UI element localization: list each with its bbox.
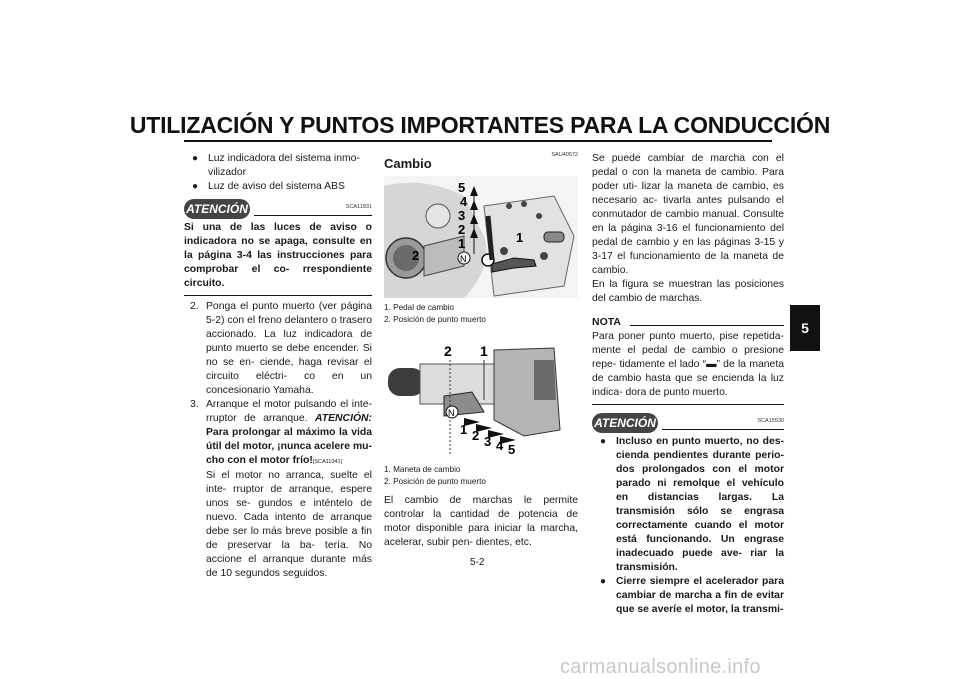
caution-end-rule bbox=[184, 295, 372, 296]
fig-label: 1 bbox=[458, 236, 466, 251]
fig-label: 5 bbox=[458, 180, 466, 195]
intro-text: Se puede cambiar de marcha con el pedal o con la maneta de cambio. Para poder uti- lizar la maneta de cambio, es necesario ac- tivarla antes pulsando el conmutador de cambio manual. Consulte en la página 3-16 el funcionamiento del pedal de cambio y en las páginas 3-15 y 3-17 el funcionamiento de la maneta de cambio. bbox=[592, 153, 784, 276]
page-title: UTILIZACIÓN Y PUNTOS IMPORTANTES PARA LA CONDUCCIÓN bbox=[129, 112, 831, 138]
fig-label: 4 bbox=[460, 194, 468, 209]
fig-label: 4 bbox=[496, 438, 504, 453]
bullet-icon: ● bbox=[600, 436, 607, 447]
list-item: 3. Arranque el motor pulsando el inte- rruptor de arranque. ATENCIÓN: Para prolongar al máximo la vida útil del motor, ¡nunca acelere mu- cho con el motor frío![SCA11041] Si el motor no arranca, suelte el inte- rruptor de arranque, espere unos se- gundos e inténtelo de nuevo. Cada intento de arranque debe ser lo más breve posible a fin de preservar la ba- tería. No accione el arranque durante más de 10 segundos seguidos. bbox=[190, 399, 372, 579]
page-number: 5-2 bbox=[470, 557, 485, 568]
caution-rule bbox=[254, 215, 372, 216]
fig-label: 2 bbox=[444, 343, 452, 359]
shift-paddle-figure bbox=[384, 340, 578, 462]
bullet-icon: ● bbox=[192, 181, 199, 192]
mid-body-text: El cambio de marchas le permite controlar la cantidad de potencia de motor disponible para iniciar la marcha, acelerar, subir pen- dientes, etc. bbox=[384, 495, 578, 548]
section-title: Cambio bbox=[384, 156, 432, 171]
left-column bbox=[184, 152, 372, 581]
fig2-caption: 1. Maneta de cambio 2. Posición de punto muerto bbox=[384, 465, 486, 486]
caution-text: Si una de las luces de aviso o indicadora no se apaga, consulte en la página 3-4 las instrucciones para comprobar el co- rrespondiente circuito. bbox=[184, 222, 372, 289]
fig-label: 1 bbox=[460, 422, 468, 437]
caution-rule bbox=[662, 429, 784, 430]
caution-header bbox=[592, 413, 784, 435]
fig-label: 1 bbox=[480, 343, 488, 359]
fig-label: 3 bbox=[458, 208, 466, 223]
fig-label: 1 bbox=[516, 230, 524, 245]
caution-label: ATENCIÓN bbox=[184, 199, 250, 219]
fig-label: N bbox=[460, 254, 467, 264]
caution-label: ATENCIÓN bbox=[592, 413, 658, 433]
fig-label: 3 bbox=[484, 434, 492, 449]
nota-label: NOTA bbox=[592, 316, 621, 328]
list-item: ● Incluso en punto muerto, no des- cienda pendientes durante perio- dos prolongados con el motor parado ni remolque el vehículo en distancias largas. La transmisión sólo se engrasa correctamente cuando el motor está funcionando. Un engrase inadecuado puede ave- riar la transmisión. bbox=[600, 436, 784, 573]
nota-rule bbox=[630, 325, 784, 326]
chapter-tab: 5 bbox=[790, 305, 820, 351]
fig-label: 2 bbox=[458, 222, 466, 237]
intro-text-2: En la figura se muestran las posiciones del cambio de marchas. bbox=[592, 279, 784, 304]
fig-label: 2 bbox=[412, 248, 420, 263]
nota-text: Para poner punto muerto, pise repetida- mente el pedal de cambio o presione repe- tidamente el lado “▬” de la maneta de cambio hasta que se encienda la luz indica- dora de punto muerto. bbox=[592, 331, 784, 398]
right-column bbox=[592, 152, 784, 617]
section-code: SAU40572 bbox=[551, 152, 578, 158]
caution-code: SCA11831 bbox=[345, 204, 372, 210]
list-item: ● Luz de aviso del sistema ABS bbox=[192, 181, 345, 192]
middle-column bbox=[384, 152, 578, 171]
list-item: ● Cierre siempre el acelerador para cambiar de marcha a fin de evitar que se averíe el motor, la transmi- bbox=[600, 576, 784, 615]
fig-label: 2 bbox=[472, 428, 480, 443]
fig1-caption: 1. Pedal de cambio 2. Posición de punto muerto bbox=[384, 303, 486, 324]
caution-header bbox=[184, 199, 372, 221]
watermark: carmanualsonline.info bbox=[560, 656, 761, 678]
bullet-icon: ● bbox=[192, 153, 199, 164]
nota-end-rule bbox=[592, 404, 784, 405]
bullet-icon: ● bbox=[600, 576, 607, 587]
title-rule bbox=[184, 140, 772, 142]
fig-label: 5 bbox=[508, 442, 516, 457]
list-item: ● Luz indicadora del sistema inmo- vilizador bbox=[192, 153, 360, 178]
fig-label: N bbox=[448, 408, 455, 418]
shift-pedal-figure bbox=[384, 176, 578, 298]
list-item: 2. Ponga el punto muerto (ver página 5-2) con el freno delantero o trasero accionado. La luz indicadora de punto muerto se debe encender. Si no se en- ciende, haga revisar el circuito eléctri- co en un concesionario Yamaha. bbox=[190, 301, 372, 396]
caution-code: SCA15530 bbox=[757, 418, 784, 424]
nota-header bbox=[592, 314, 784, 330]
